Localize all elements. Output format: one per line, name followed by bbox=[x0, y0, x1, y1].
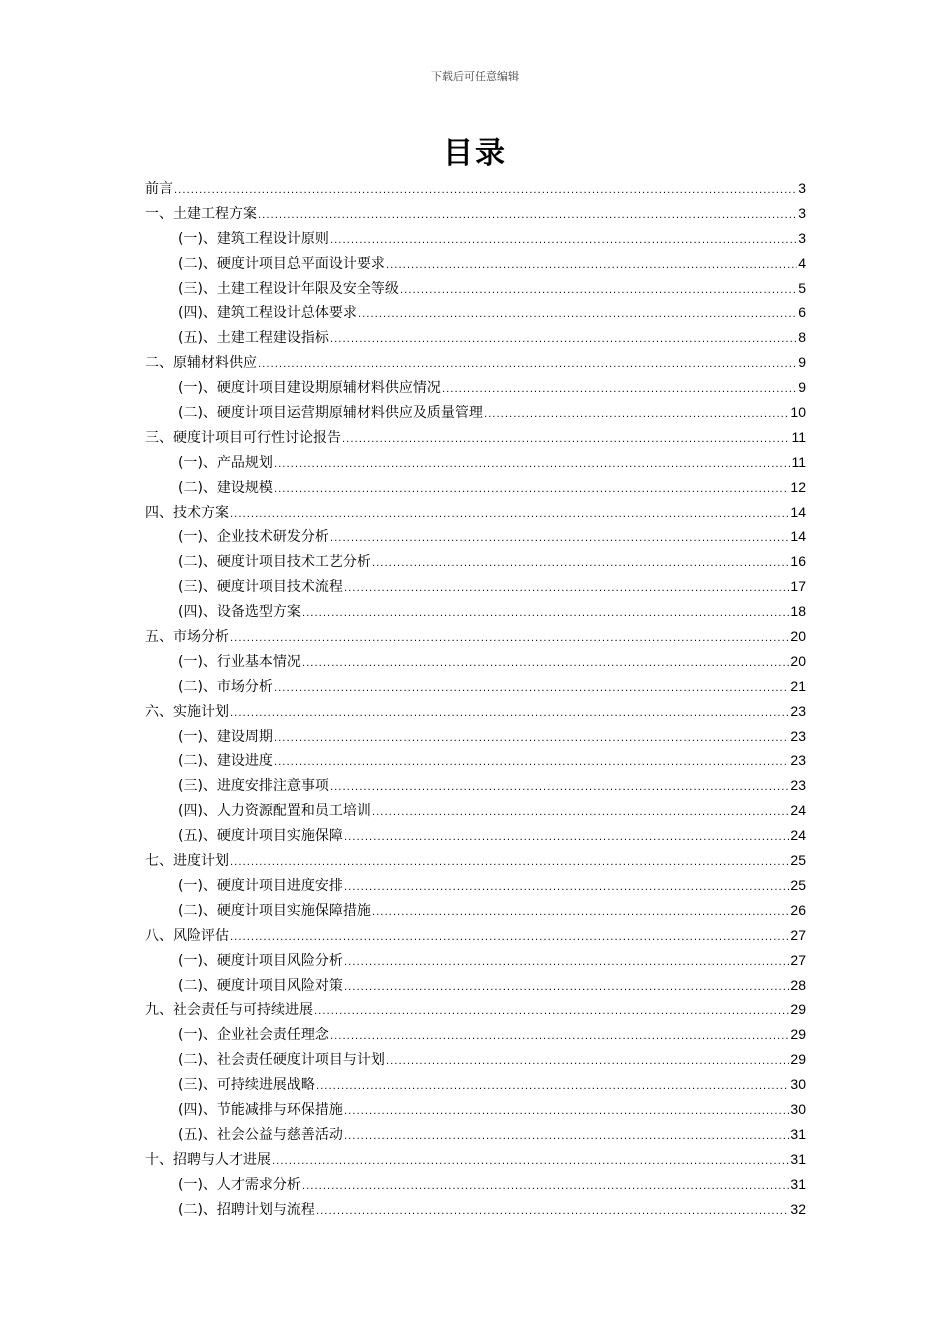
toc-dot-leader bbox=[230, 926, 789, 951]
toc-entry[interactable] bbox=[145, 973, 806, 998]
toc-entry-label: 五、市场分析 bbox=[145, 629, 229, 646]
toc-entry[interactable] bbox=[145, 500, 806, 525]
toc-entry-page-number: 12 bbox=[790, 478, 806, 495]
toc-entry[interactable] bbox=[145, 997, 806, 1022]
toc-entry-label: (二)、市场分析 bbox=[178, 678, 273, 695]
toc-entry-page-number: 28 bbox=[790, 976, 806, 993]
toc-entry-label: 四、技术方案 bbox=[145, 504, 229, 521]
toc-dot-leader bbox=[258, 353, 797, 378]
toc-entry-label: (一)、硬度计项目进度安排 bbox=[178, 877, 343, 894]
toc-entry-label: (二)、硬度计项目风险对策 bbox=[178, 977, 343, 994]
toc-dot-leader bbox=[230, 702, 789, 727]
toc-entry-page-number: 23 bbox=[790, 777, 806, 794]
toc-entry-label: (一)、企业技术研发分析 bbox=[178, 529, 329, 546]
toc-entry-page-number: 25 bbox=[790, 876, 806, 893]
toc-entry-page-number: 10 bbox=[790, 404, 806, 421]
toc-entry-label: (五)、土建工程建设指标 bbox=[178, 330, 329, 347]
toc-dot-leader bbox=[372, 552, 789, 577]
toc-entry-label: (三)、可持续进展战略 bbox=[178, 1077, 315, 1094]
toc-entry-label: (三)、硬度计项目技术流程 bbox=[178, 579, 343, 596]
toc-entry-page-number: 31 bbox=[790, 1125, 806, 1142]
toc-entry[interactable] bbox=[145, 201, 806, 226]
toc-entry-label: 九、社会责任与可持续进展 bbox=[145, 1002, 313, 1019]
toc-entry-page-number: 18 bbox=[790, 603, 806, 620]
toc-dot-leader bbox=[400, 279, 797, 304]
toc-entry-page-number: 32 bbox=[790, 1200, 806, 1217]
toc-entry-label: (二)、硬度计项目运营期原辅材料供应及质量管理 bbox=[178, 405, 483, 422]
toc-entry-page-number: 27 bbox=[790, 926, 806, 943]
toc-dot-leader bbox=[358, 303, 797, 328]
toc-entry[interactable] bbox=[145, 574, 806, 599]
toc-dot-leader bbox=[174, 179, 797, 204]
toc-entry-label: (四)、人力资源配置和员工培训 bbox=[178, 803, 371, 820]
toc-entry-page-number: 9 bbox=[798, 354, 806, 371]
toc-entry[interactable] bbox=[145, 549, 806, 574]
toc-dot-leader bbox=[302, 602, 789, 627]
toc-dot-leader bbox=[484, 403, 789, 428]
toc-dot-leader bbox=[344, 976, 789, 1001]
toc-entry[interactable] bbox=[145, 1197, 806, 1222]
toc-entry-page-number: 29 bbox=[790, 1026, 806, 1043]
toc-entry-label: 七、进度计划 bbox=[145, 853, 229, 870]
toc-entry-label: (四)、设备选型方案 bbox=[178, 604, 301, 621]
toc-entry-label: (二)、招聘计划与流程 bbox=[178, 1201, 315, 1218]
toc-entry-page-number: 23 bbox=[790, 702, 806, 719]
toc-entry-label: (一)、行业基本情况 bbox=[178, 653, 301, 670]
toc-entry[interactable] bbox=[145, 1122, 806, 1147]
toc-entry-page-number: 23 bbox=[790, 752, 806, 769]
toc-entry-label: (一)、产品规划 bbox=[178, 454, 273, 471]
toc-entry[interactable] bbox=[145, 375, 806, 400]
toc-entry[interactable] bbox=[145, 748, 806, 773]
toc-dot-leader bbox=[316, 1075, 789, 1100]
toc-entry-label: (一)、硬度计项目风险分析 bbox=[178, 952, 343, 969]
toc-entry-page-number: 30 bbox=[790, 1100, 806, 1117]
toc-entry-page-number: 31 bbox=[790, 1175, 806, 1192]
toc-entry-page-number: 14 bbox=[790, 528, 806, 545]
table-of-contents bbox=[145, 176, 806, 1221]
toc-entry-page-number: 24 bbox=[790, 827, 806, 844]
toc-entry-label: (二)、硬度计项目实施保障措施 bbox=[178, 902, 371, 919]
toc-dot-leader bbox=[230, 627, 789, 652]
toc-entry[interactable] bbox=[145, 699, 806, 724]
toc-entry-page-number: 5 bbox=[798, 279, 806, 296]
toc-entry[interactable] bbox=[145, 300, 806, 325]
toc-dot-leader bbox=[274, 751, 789, 776]
toc-entry-page-number: 26 bbox=[790, 901, 806, 918]
toc-entry-label: (三)、进度安排注意事项 bbox=[178, 778, 329, 795]
toc-entry[interactable] bbox=[145, 475, 806, 500]
toc-entry-page-number: 31 bbox=[790, 1150, 806, 1167]
toc-entry[interactable] bbox=[145, 524, 806, 549]
toc-entry-label: (一)、硬度计项目建设期原辅材料供应情况 bbox=[178, 380, 441, 397]
toc-entry[interactable] bbox=[145, 798, 806, 823]
toc-dot-leader bbox=[330, 527, 789, 552]
toc-entry-page-number: 16 bbox=[790, 553, 806, 570]
toc-entry-label: 三、硬度计项目可行性讨论报告 bbox=[145, 429, 341, 446]
toc-entry[interactable] bbox=[145, 1072, 806, 1097]
toc-dot-leader bbox=[344, 1100, 789, 1125]
toc-dot-leader bbox=[344, 951, 789, 976]
toc-dot-leader bbox=[302, 652, 789, 677]
toc-entry-page-number: 8 bbox=[798, 329, 806, 346]
toc-entry[interactable] bbox=[145, 649, 806, 674]
toc-entry-label: (五)、硬度计项目实施保障 bbox=[178, 828, 343, 845]
toc-entry-page-number: 27 bbox=[790, 951, 806, 968]
toc-dot-leader bbox=[330, 776, 789, 801]
toc-entry[interactable] bbox=[145, 450, 806, 475]
toc-dot-leader bbox=[330, 229, 797, 254]
toc-entry[interactable] bbox=[145, 425, 806, 450]
toc-entry[interactable] bbox=[145, 823, 806, 848]
toc-entry-label: (一)、建筑工程设计原则 bbox=[178, 230, 329, 247]
toc-dot-leader bbox=[274, 727, 789, 752]
toc-dot-leader bbox=[372, 801, 789, 826]
toc-entry-page-number: 9 bbox=[798, 379, 806, 396]
toc-entry-page-number: 23 bbox=[790, 727, 806, 744]
toc-entry[interactable] bbox=[145, 873, 806, 898]
toc-entry-label: (二)、社会责任硬度计项目与计划 bbox=[178, 1052, 385, 1069]
toc-dot-leader bbox=[302, 1175, 789, 1200]
toc-dot-leader bbox=[344, 826, 789, 851]
toc-entry-page-number: 14 bbox=[790, 503, 806, 520]
toc-entry-page-number: 20 bbox=[790, 652, 806, 669]
toc-entry[interactable] bbox=[145, 350, 806, 375]
toc-entry-page-number: 11 bbox=[791, 428, 806, 445]
toc-entry-page-number: 29 bbox=[790, 1001, 806, 1018]
toc-dot-leader bbox=[316, 1200, 789, 1225]
toc-entry-page-number: 29 bbox=[790, 1051, 806, 1068]
toc-entry[interactable] bbox=[145, 400, 806, 425]
toc-entry[interactable] bbox=[145, 1047, 806, 1072]
toc-entry-label: (四)、建筑工程设计总体要求 bbox=[178, 305, 357, 322]
toc-entry[interactable] bbox=[145, 674, 806, 699]
toc-entry[interactable] bbox=[145, 773, 806, 798]
toc-dot-leader bbox=[344, 1125, 789, 1150]
toc-dot-leader bbox=[344, 577, 789, 602]
toc-entry-page-number: 25 bbox=[790, 852, 806, 869]
toc-entry-page-number: 3 bbox=[798, 180, 806, 196]
page-header-note: 下载后可任意编辑 bbox=[431, 70, 519, 83]
toc-entry-page-number: 3 bbox=[798, 229, 806, 246]
toc-dot-leader bbox=[386, 254, 797, 279]
toc-entry-label: (一)、建设周期 bbox=[178, 728, 273, 745]
toc-entry-page-number: 11 bbox=[791, 453, 806, 470]
toc-entry-page-number: 3 bbox=[798, 204, 806, 221]
toc-entry-page-number: 17 bbox=[790, 578, 806, 595]
toc-entry[interactable] bbox=[145, 251, 806, 276]
toc-entry[interactable] bbox=[145, 1097, 806, 1122]
toc-entry[interactable] bbox=[145, 1172, 806, 1197]
toc-entry-label: 前言 bbox=[145, 181, 173, 197]
toc-entry-page-number: 24 bbox=[790, 802, 806, 819]
toc-dot-leader bbox=[330, 328, 797, 353]
toc-entry-page-number: 6 bbox=[798, 304, 806, 321]
toc-entry-page-number: 4 bbox=[798, 254, 806, 271]
toc-entry-label: (二)、建设进度 bbox=[178, 753, 273, 770]
toc-dot-leader bbox=[344, 876, 789, 901]
toc-entry-page-number: 20 bbox=[790, 628, 806, 645]
toc-dot-leader bbox=[342, 428, 790, 453]
toc-entry-page-number: 21 bbox=[790, 677, 806, 694]
toc-entry-label: (二)、硬度计项目总平面设计要求 bbox=[178, 255, 385, 272]
toc-dot-leader bbox=[272, 1150, 789, 1175]
toc-dot-leader bbox=[274, 478, 789, 503]
toc-dot-leader bbox=[386, 1050, 789, 1075]
toc-entry-label: (五)、社会公益与慈善活动 bbox=[178, 1126, 343, 1143]
page-title: 目录 bbox=[443, 136, 507, 171]
toc-entry-page-number: 30 bbox=[790, 1076, 806, 1093]
toc-dot-leader bbox=[442, 378, 797, 403]
toc-entry[interactable] bbox=[145, 898, 806, 923]
toc-entry-label: 二、原辅材料供应 bbox=[145, 355, 257, 372]
toc-entry-label: (一)、人才需求分析 bbox=[178, 1176, 301, 1193]
toc-dot-leader bbox=[230, 503, 789, 528]
toc-entry-label: (一)、企业社会责任理念 bbox=[178, 1027, 329, 1044]
toc-entry-label: (二)、硬度计项目技术工艺分析 bbox=[178, 554, 371, 571]
toc-dot-leader bbox=[372, 901, 789, 926]
toc-entry-label: 十、招聘与人才进展 bbox=[145, 1151, 271, 1168]
toc-entry[interactable] bbox=[145, 176, 806, 201]
toc-entry[interactable] bbox=[145, 724, 806, 749]
toc-dot-leader bbox=[330, 1025, 789, 1050]
toc-entry[interactable] bbox=[145, 276, 806, 301]
toc-dot-leader bbox=[258, 204, 797, 229]
toc-entry-label: (四)、节能减排与环保措施 bbox=[178, 1101, 343, 1118]
toc-entry[interactable] bbox=[145, 226, 806, 251]
toc-dot-leader bbox=[230, 851, 789, 876]
toc-dot-leader bbox=[314, 1000, 789, 1025]
toc-entry-label: 一、土建工程方案 bbox=[145, 205, 257, 222]
toc-entry[interactable] bbox=[145, 948, 806, 973]
toc-entry-label: (三)、土建工程设计年限及安全等级 bbox=[178, 280, 399, 297]
toc-entry[interactable] bbox=[145, 599, 806, 624]
toc-entry-label: 六、实施计划 bbox=[145, 703, 229, 720]
toc-entry-label: 八、风险评估 bbox=[145, 927, 229, 944]
toc-dot-leader bbox=[274, 677, 789, 702]
toc-entry[interactable] bbox=[145, 848, 806, 873]
toc-entry[interactable] bbox=[145, 923, 806, 948]
toc-dot-leader bbox=[274, 453, 791, 478]
toc-entry[interactable] bbox=[145, 325, 806, 350]
toc-entry[interactable] bbox=[145, 624, 806, 649]
toc-entry-label: (二)、建设规模 bbox=[178, 479, 273, 496]
toc-entry[interactable] bbox=[145, 1022, 806, 1047]
toc-entry[interactable] bbox=[145, 1147, 806, 1172]
